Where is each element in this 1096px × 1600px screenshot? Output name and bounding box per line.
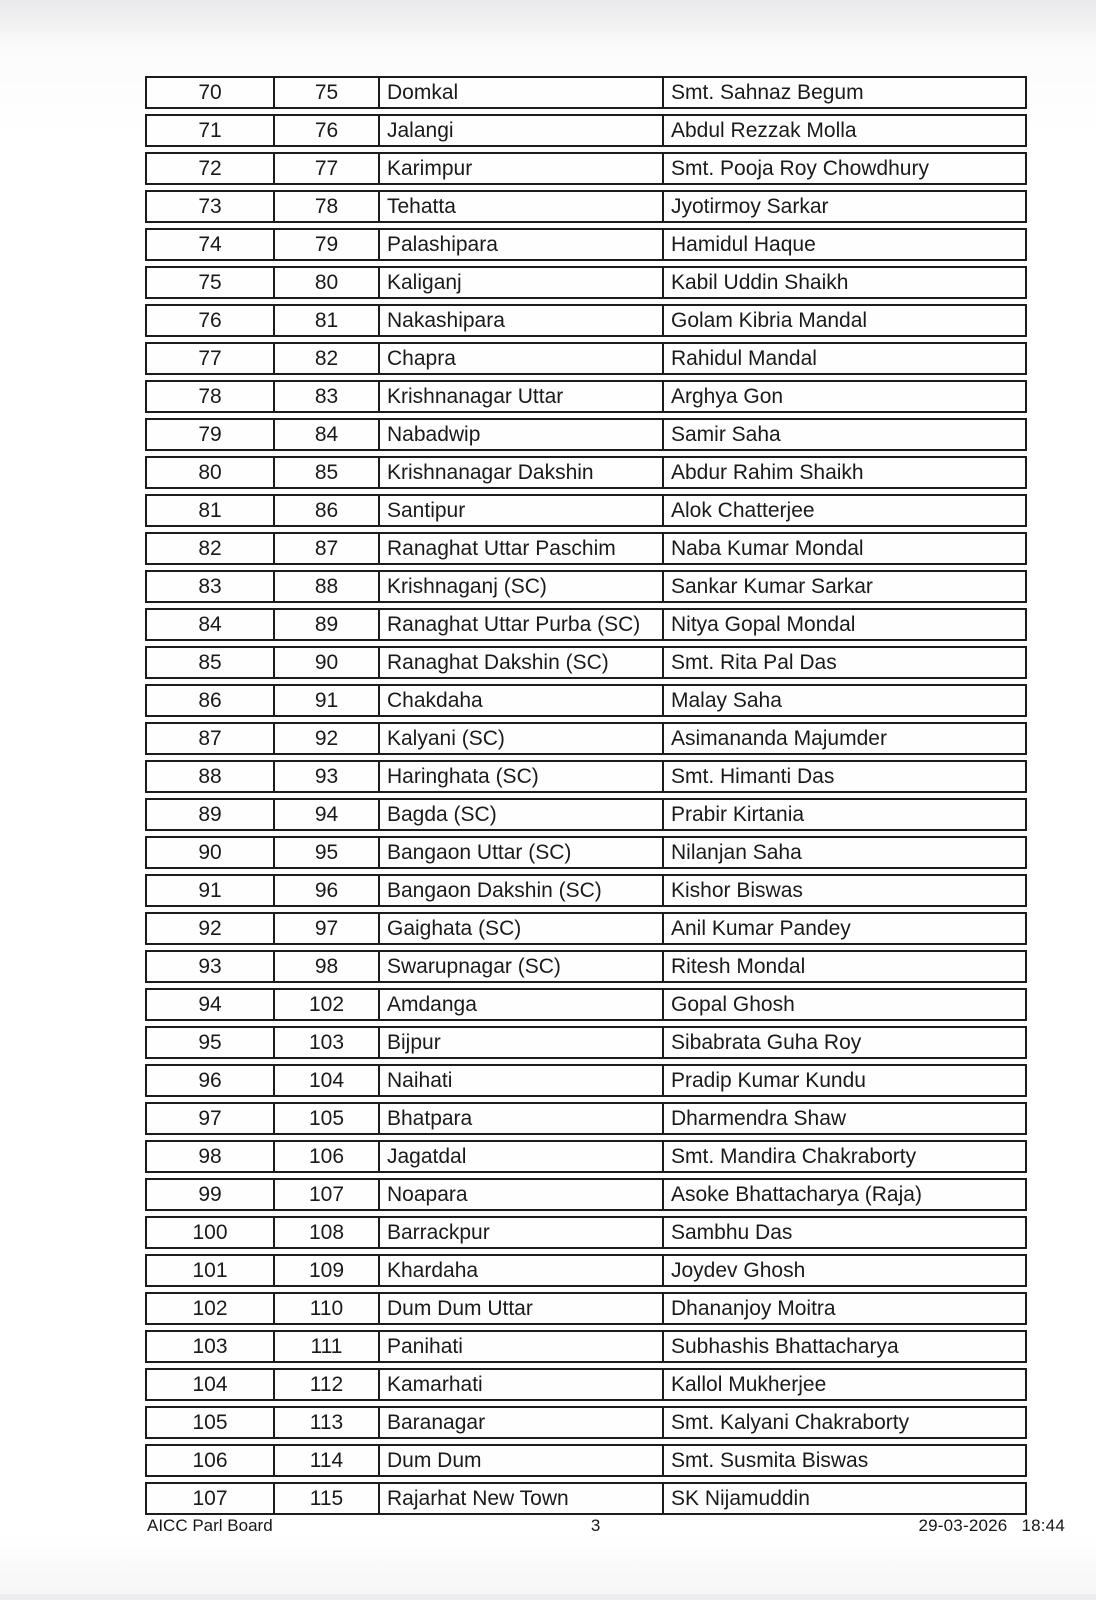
constituency-name-cell: Haringhata (SC) [378, 760, 662, 793]
candidate-name-cell: Dharmendra Shaw [662, 1102, 1027, 1135]
candidate-name-cell: Gopal Ghosh [662, 988, 1027, 1021]
table-row [145, 1178, 1027, 1211]
constituency-name-cell: Bagda (SC) [378, 798, 662, 831]
constituency-number-cell: 93 [273, 760, 378, 793]
constituency-name-cell: Domkal [378, 76, 662, 109]
page-footer [147, 1516, 1065, 1536]
serial-number-cell: 78 [145, 380, 273, 413]
constituency-name-cell: Dum Dum Uttar [378, 1292, 662, 1325]
candidate-name-cell: Kabil Uddin Shaikh [662, 266, 1027, 299]
constituency-number-cell: 114 [273, 1444, 378, 1477]
table-row [145, 532, 1027, 565]
constituency-name-cell: Kalyani (SC) [378, 722, 662, 755]
candidate-name-cell: Sankar Kumar Sarkar [662, 570, 1027, 603]
serial-number-cell: 75 [145, 266, 273, 299]
constituency-name-cell: Jalangi [378, 114, 662, 147]
constituency-name-cell: Krishnanagar Uttar [378, 380, 662, 413]
constituency-number-cell: 109 [273, 1254, 378, 1287]
constituency-number-cell: 75 [273, 76, 378, 109]
table-row [145, 1330, 1027, 1363]
table-row [145, 988, 1027, 1021]
serial-number-cell: 81 [145, 494, 273, 527]
constituency-name-cell: Ranaghat Uttar Paschim [378, 532, 662, 565]
constituency-name-cell: Panihati [378, 1330, 662, 1363]
candidate-name-cell: Smt. Rita Pal Das [662, 646, 1027, 679]
constituency-number-cell: 115 [273, 1482, 378, 1515]
table-row [145, 190, 1027, 223]
serial-number-cell: 90 [145, 836, 273, 869]
candidate-name-cell: Kallol Mukherjee [662, 1368, 1027, 1401]
constituency-name-cell: Amdanga [378, 988, 662, 1021]
table-row [145, 950, 1027, 983]
table-row [145, 684, 1027, 717]
constituency-number-cell: 84 [273, 418, 378, 451]
candidate-name-cell: Smt. Susmita Biswas [662, 1444, 1027, 1477]
serial-number-cell: 95 [145, 1026, 273, 1059]
constituency-name-cell: Ranaghat Uttar Purba (SC) [378, 608, 662, 641]
table-row [145, 456, 1027, 489]
serial-number-cell: 86 [145, 684, 273, 717]
serial-number-cell: 100 [145, 1216, 273, 1249]
serial-number-cell: 96 [145, 1064, 273, 1097]
constituency-name-cell: Jagatdal [378, 1140, 662, 1173]
serial-number-cell: 98 [145, 1140, 273, 1173]
table-row [145, 1140, 1027, 1173]
candidate-name-cell: Golam Kibria Mandal [662, 304, 1027, 337]
candidate-table-body [145, 76, 1027, 1515]
constituency-name-cell: Chakdaha [378, 684, 662, 717]
constituency-number-cell: 87 [273, 532, 378, 565]
constituency-number-cell: 89 [273, 608, 378, 641]
constituency-number-cell: 106 [273, 1140, 378, 1173]
candidate-name-cell: Dhananjoy Moitra [662, 1292, 1027, 1325]
constituency-number-cell: 80 [273, 266, 378, 299]
constituency-number-cell: 104 [273, 1064, 378, 1097]
constituency-name-cell: Tehatta [378, 190, 662, 223]
candidate-name-cell: Smt. Mandira Chakraborty [662, 1140, 1027, 1173]
constituency-name-cell: Krishnaganj (SC) [378, 570, 662, 603]
footer-document-title: AICC Parl Board [147, 1516, 273, 1535]
candidate-name-cell: Joydev Ghosh [662, 1254, 1027, 1287]
constituency-name-cell: Noapara [378, 1178, 662, 1211]
table-row [145, 1292, 1027, 1325]
candidate-name-cell: Smt. Sahnaz Begum [662, 76, 1027, 109]
serial-number-cell: 71 [145, 114, 273, 147]
scan-bottom-edge-band [0, 1594, 1096, 1600]
constituency-number-cell: 105 [273, 1102, 378, 1135]
table-row [145, 1444, 1027, 1477]
table-row [145, 836, 1027, 869]
constituency-number-cell: 82 [273, 342, 378, 375]
constituency-number-cell: 88 [273, 570, 378, 603]
table-row [145, 152, 1027, 185]
table-row [145, 266, 1027, 299]
table-row [145, 1254, 1027, 1287]
constituency-name-cell: Dum Dum [378, 1444, 662, 1477]
footer-datetime [918, 1516, 1065, 1536]
candidate-name-cell: Anil Kumar Pandey [662, 912, 1027, 945]
constituency-number-cell: 85 [273, 456, 378, 489]
candidate-name-cell: Asimananda Majumder [662, 722, 1027, 755]
table-row [145, 722, 1027, 755]
constituency-number-cell: 111 [273, 1330, 378, 1363]
table-row [145, 646, 1027, 679]
candidate-name-cell: Pradip Kumar Kundu [662, 1064, 1027, 1097]
table-row [145, 1406, 1027, 1439]
candidate-name-cell: Nitya Gopal Mondal [662, 608, 1027, 641]
constituency-number-cell: 91 [273, 684, 378, 717]
constituency-number-cell: 81 [273, 304, 378, 337]
serial-number-cell: 79 [145, 418, 273, 451]
candidate-name-cell: Jyotirmoy Sarkar [662, 190, 1027, 223]
candidate-name-cell: Hamidul Haque [662, 228, 1027, 261]
footer-time: 18:44 [1021, 1516, 1065, 1535]
serial-number-cell: 101 [145, 1254, 273, 1287]
table-row [145, 342, 1027, 375]
constituency-number-cell: 77 [273, 152, 378, 185]
candidate-name-cell: Nilanjan Saha [662, 836, 1027, 869]
serial-number-cell: 88 [145, 760, 273, 793]
constituency-number-cell: 83 [273, 380, 378, 413]
table-row [145, 1102, 1027, 1135]
serial-number-cell: 89 [145, 798, 273, 831]
table-row [145, 114, 1027, 147]
candidate-name-cell: Sibabrata Guha Roy [662, 1026, 1027, 1059]
serial-number-cell: 85 [145, 646, 273, 679]
constituency-name-cell: Naihati [378, 1064, 662, 1097]
table-row [145, 228, 1027, 261]
serial-number-cell: 92 [145, 912, 273, 945]
constituency-number-cell: 92 [273, 722, 378, 755]
constituency-number-cell: 102 [273, 988, 378, 1021]
constituency-number-cell: 95 [273, 836, 378, 869]
candidate-name-cell: Smt. Kalyani Chakraborty [662, 1406, 1027, 1439]
candidate-name-cell: Smt. Himanti Das [662, 760, 1027, 793]
table-row [145, 1216, 1027, 1249]
candidate-name-cell: Alok Chatterjee [662, 494, 1027, 527]
candidate-name-cell: SK Nijamuddin [662, 1482, 1027, 1515]
serial-number-cell: 103 [145, 1330, 273, 1363]
table-row [145, 874, 1027, 907]
candidate-name-cell: Asoke Bhattacharya (Raja) [662, 1178, 1027, 1211]
constituency-number-cell: 78 [273, 190, 378, 223]
constituency-name-cell: Karimpur [378, 152, 662, 185]
constituency-name-cell: Bhatpara [378, 1102, 662, 1135]
constituency-name-cell: Barrackpur [378, 1216, 662, 1249]
table-row [145, 418, 1027, 451]
candidate-name-cell: Naba Kumar Mondal [662, 532, 1027, 565]
constituency-name-cell: Bangaon Uttar (SC) [378, 836, 662, 869]
constituency-number-cell: 97 [273, 912, 378, 945]
constituency-name-cell: Ranaghat Dakshin (SC) [378, 646, 662, 679]
table-row [145, 76, 1027, 109]
candidate-name-cell: Arghya Gon [662, 380, 1027, 413]
serial-number-cell: 94 [145, 988, 273, 1021]
constituency-name-cell: Rajarhat New Town [378, 1482, 662, 1515]
table-row [145, 1026, 1027, 1059]
constituency-number-cell: 94 [273, 798, 378, 831]
serial-number-cell: 82 [145, 532, 273, 565]
table-row [145, 1482, 1027, 1515]
constituency-number-cell: 103 [273, 1026, 378, 1059]
constituency-name-cell: Swarupnagar (SC) [378, 950, 662, 983]
candidate-name-cell: Prabir Kirtania [662, 798, 1027, 831]
constituency-number-cell: 96 [273, 874, 378, 907]
footer-page-number: 3 [590, 1516, 601, 1535]
constituency-name-cell: Bijpur [378, 1026, 662, 1059]
constituency-name-cell: Krishnanagar Dakshin [378, 456, 662, 489]
candidate-name-cell: Malay Saha [662, 684, 1027, 717]
serial-number-cell: 97 [145, 1102, 273, 1135]
serial-number-cell: 105 [145, 1406, 273, 1439]
serial-number-cell: 99 [145, 1178, 273, 1211]
constituency-name-cell: Gaighata (SC) [378, 912, 662, 945]
serial-number-cell: 91 [145, 874, 273, 907]
serial-number-cell: 83 [145, 570, 273, 603]
scan-top-shadow-band [0, 0, 1096, 47]
table-row [145, 570, 1027, 603]
constituency-number-cell: 76 [273, 114, 378, 147]
serial-number-cell: 104 [145, 1368, 273, 1401]
table-row [145, 380, 1027, 413]
candidate-name-cell: Smt. Pooja Roy Chowdhury [662, 152, 1027, 185]
constituency-number-cell: 113 [273, 1406, 378, 1439]
constituency-name-cell: Kaliganj [378, 266, 662, 299]
table-row [145, 912, 1027, 945]
candidate-name-cell: Abdul Rezzak Molla [662, 114, 1027, 147]
constituency-name-cell: Khardaha [378, 1254, 662, 1287]
constituency-name-cell: Santipur [378, 494, 662, 527]
table-row [145, 760, 1027, 793]
constituency-name-cell: Kamarhati [378, 1368, 662, 1401]
table-row [145, 608, 1027, 641]
serial-number-cell: 87 [145, 722, 273, 755]
constituency-number-cell: 107 [273, 1178, 378, 1211]
serial-number-cell: 102 [145, 1292, 273, 1325]
serial-number-cell: 107 [145, 1482, 273, 1515]
serial-number-cell: 93 [145, 950, 273, 983]
candidate-name-cell: Rahidul Mandal [662, 342, 1027, 375]
candidate-name-cell: Subhashis Bhattacharya [662, 1330, 1027, 1363]
serial-number-cell: 72 [145, 152, 273, 185]
candidate-name-cell: Sambhu Das [662, 1216, 1027, 1249]
table-row [145, 494, 1027, 527]
serial-number-cell: 74 [145, 228, 273, 261]
candidate-list-table [145, 71, 1027, 1520]
candidate-name-cell: Ritesh Mondal [662, 950, 1027, 983]
constituency-name-cell: Nabadwip [378, 418, 662, 451]
constituency-number-cell: 86 [273, 494, 378, 527]
constituency-number-cell: 108 [273, 1216, 378, 1249]
serial-number-cell: 84 [145, 608, 273, 641]
serial-number-cell: 73 [145, 190, 273, 223]
constituency-name-cell: Chapra [378, 342, 662, 375]
constituency-name-cell: Baranagar [378, 1406, 662, 1439]
constituency-number-cell: 79 [273, 228, 378, 261]
table-row [145, 1064, 1027, 1097]
table-row [145, 798, 1027, 831]
serial-number-cell: 106 [145, 1444, 273, 1477]
serial-number-cell: 80 [145, 456, 273, 489]
candidate-name-cell: Abdur Rahim Shaikh [662, 456, 1027, 489]
candidate-name-cell: Samir Saha [662, 418, 1027, 451]
constituency-number-cell: 90 [273, 646, 378, 679]
constituency-name-cell: Bangaon Dakshin (SC) [378, 874, 662, 907]
serial-number-cell: 76 [145, 304, 273, 337]
serial-number-cell: 70 [145, 76, 273, 109]
constituency-name-cell: Nakashipara [378, 304, 662, 337]
table-row [145, 304, 1027, 337]
constituency-name-cell: Palashipara [378, 228, 662, 261]
footer-date: 29-03-2026 [918, 1516, 1008, 1535]
candidate-name-cell: Kishor Biswas [662, 874, 1027, 907]
constituency-number-cell: 112 [273, 1368, 378, 1401]
table-row [145, 1368, 1027, 1401]
serial-number-cell: 77 [145, 342, 273, 375]
constituency-number-cell: 110 [273, 1292, 378, 1325]
constituency-number-cell: 98 [273, 950, 378, 983]
